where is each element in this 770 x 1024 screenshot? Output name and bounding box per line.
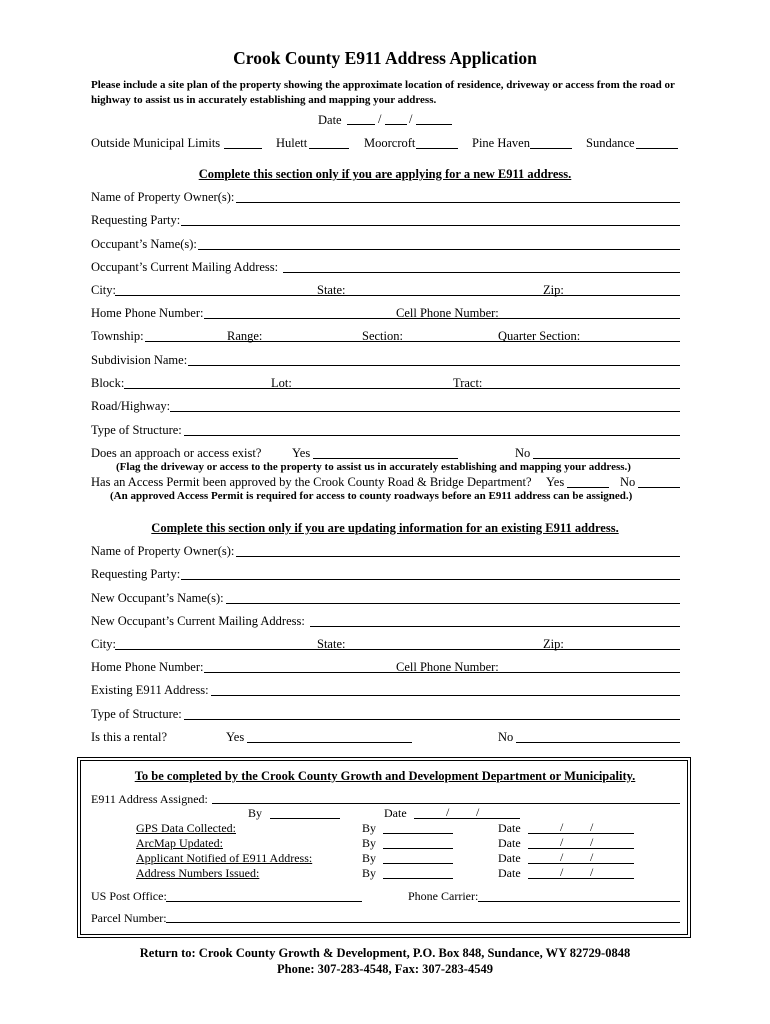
office-assigned-label: E911 Address Assigned: (91, 792, 208, 806)
new-city-state-zip-field[interactable] (115, 295, 680, 296)
new-cell-phone-label: Cell Phone Number: (396, 306, 499, 320)
upd-rental-yes-label: Yes (226, 730, 245, 744)
upd-owner-field[interactable] (236, 556, 680, 557)
new-occupant-field[interactable] (198, 249, 680, 250)
new-tract-label: Tract: (453, 376, 483, 390)
upd-state-label: State: (317, 637, 346, 651)
task-arcmap-label: ArcMap Updated: (136, 836, 223, 850)
new-quarter-label: Quarter Section: (498, 329, 581, 343)
new-block-field[interactable] (124, 388, 680, 389)
date-slash: / (560, 850, 564, 864)
new-range-label: Range: (227, 329, 263, 343)
office-postoffice-label: US Post Office: (91, 889, 167, 903)
upd-city-state-zip-field[interactable] (115, 649, 680, 650)
upd-mailing-label: New Occupant’s Current Mailing Address: (91, 614, 305, 628)
date-slash: / (590, 850, 594, 864)
new-home-phone-label: Home Phone Number: (91, 306, 204, 320)
new-block-label: Block: (91, 376, 125, 390)
office-carrier-label: Phone Carrier: (408, 889, 479, 903)
upd-home-phone-label: Home Phone Number: (91, 660, 204, 674)
new-section-label: Section: (362, 329, 403, 343)
new-structure-label: Type of Structure: (91, 423, 182, 437)
new-township-field[interactable] (145, 341, 680, 342)
permit-no-label: No (620, 475, 636, 489)
permit-no-field[interactable] (638, 487, 680, 488)
task-notified-by-field[interactable] (383, 863, 453, 864)
date-slash: / (378, 112, 382, 126)
limit-sundance-field[interactable] (636, 148, 678, 149)
limit-moorcroft-label: Moorcroft (364, 136, 416, 150)
date-day-field[interactable] (385, 124, 407, 125)
new-road-label: Road/Highway: (91, 399, 171, 413)
new-approach-yes-label: Yes (292, 446, 311, 460)
date-year-field[interactable] (416, 124, 452, 125)
date-month-field[interactable] (347, 124, 375, 125)
permit-note: (An approved Access Permit is required for access to county roadways before an E911 address can be assigned.) (110, 490, 633, 502)
upd-owner-label: Name of Property Owner(s): (91, 544, 235, 558)
new-approach-no-field[interactable] (533, 458, 680, 459)
new-owner-field[interactable] (236, 202, 680, 203)
task-notified-date-field[interactable] (528, 863, 634, 864)
task-numbers-date-label: Date (498, 866, 521, 880)
office-assigned-by-label: By (248, 806, 263, 820)
office-assigned-by-field[interactable] (270, 818, 340, 819)
new-subdivision-field[interactable] (188, 365, 680, 366)
new-lot-label: Lot: (271, 376, 292, 390)
date-slash: / (560, 835, 564, 849)
update-section-heading: Complete this section only if you are updating information for an existing E911 address. (151, 521, 619, 535)
date-slash: / (560, 865, 564, 879)
new-road-field[interactable] (170, 411, 680, 412)
limit-outside-field[interactable] (224, 148, 262, 149)
upd-occupant-label: New Occupant’s Name(s): (91, 591, 224, 605)
upd-existing-field[interactable] (211, 695, 680, 696)
new-mailing-label: Occupant’s Current Mailing Address: (91, 260, 279, 274)
task-numbers-by-field[interactable] (383, 878, 453, 879)
office-carrier-field[interactable] (478, 901, 680, 902)
new-city-label: City: (91, 283, 117, 297)
new-approach-label: Does an approach or access exist? (91, 446, 262, 460)
new-section-heading: Complete this section only if you are applying for a new E911 address. (198, 167, 572, 181)
limit-outside-label: Outside Municipal Limits (91, 136, 221, 150)
office-postoffice-field[interactable] (166, 901, 362, 902)
office-parcel-field[interactable] (166, 922, 680, 923)
task-gps-date-label: Date (498, 821, 521, 835)
permit-yes-label: Yes (546, 475, 565, 489)
new-state-label: State: (317, 283, 346, 297)
upd-rental-label: Is this a rental? (91, 730, 168, 744)
office-assigned-field[interactable] (212, 803, 680, 804)
upd-rental-no-label: No (498, 730, 514, 744)
task-gps-label: GPS Data Collected: (136, 821, 236, 835)
date-label: Date (318, 113, 342, 127)
new-township-label: Township: (91, 329, 144, 343)
office-heading: To be completed by the Crook County Growth and Development Department or Municipality. (134, 769, 636, 783)
task-numbers-by-label: By (362, 866, 377, 880)
upd-requesting-field[interactable] (181, 579, 680, 580)
date-slash: / (560, 820, 564, 834)
intro-text: Please include a site plan of the property showing the approximate location of residence, driveway or access from the road or highway to assist us in accurately establishing and mapping your address. (91, 79, 675, 106)
task-numbers-label: Address Numbers Issued: (136, 866, 260, 880)
upd-structure-field[interactable] (184, 719, 680, 720)
task-arcmap-by-label: By (362, 836, 377, 850)
limit-hulett-label: Hulett (276, 136, 308, 150)
limit-pinehaven-label: Pine Haven (472, 136, 530, 150)
upd-zip-label: Zip: (543, 637, 564, 651)
date-slash: / (409, 112, 413, 126)
limit-moorcroft-field[interactable] (416, 148, 458, 149)
office-assigned-date-field[interactable] (414, 818, 520, 819)
task-notified-label: Applicant Notified of E911 Address: (136, 851, 313, 865)
limit-hulett-field[interactable] (309, 148, 349, 149)
office-assigned-date-label: Date (384, 806, 407, 820)
permit-label: Has an Access Permit been approved by the Crook County Road & Bridge Department? (91, 475, 532, 489)
upd-rental-no-field[interactable] (516, 742, 680, 743)
upd-mailing-field[interactable] (310, 626, 680, 627)
task-notified-by-label: By (362, 851, 377, 865)
task-gps-by-label: By (362, 821, 377, 835)
task-numbers-date-field[interactable] (528, 878, 634, 879)
new-owner-label: Name of Property Owner(s): (91, 190, 235, 204)
date-slash: / (590, 865, 594, 879)
upd-occupant-field[interactable] (226, 603, 680, 604)
upd-requesting-label: Requesting Party: (91, 567, 181, 581)
date-slash: / (590, 835, 594, 849)
flag-note: (Flag the driveway or access to the property to assist us in accurately establishing and mapping your address.) (116, 461, 631, 473)
permit-yes-field[interactable] (567, 487, 609, 488)
page-title: Crook County E911 Address Application (233, 48, 537, 68)
upd-cell-phone-label: Cell Phone Number: (396, 660, 499, 674)
task-notified-date-label: Date (498, 851, 521, 865)
new-requesting-field[interactable] (181, 225, 680, 226)
upd-existing-label: Existing E911 Address: (91, 683, 209, 697)
new-zip-label: Zip: (543, 283, 564, 297)
task-arcmap-date-label: Date (498, 836, 521, 850)
task-arcmap-date-field[interactable] (528, 848, 634, 849)
upd-city-label: City: (91, 637, 117, 651)
task-gps-by-field[interactable] (383, 833, 453, 834)
office-parcel-label: Parcel Number: (91, 911, 167, 925)
date-slash: / (446, 805, 450, 819)
new-approach-no-label: No (515, 446, 531, 460)
new-structure-field[interactable] (184, 435, 680, 436)
date-slash: / (590, 820, 594, 834)
upd-phone-field[interactable] (204, 672, 680, 673)
new-mailing-field[interactable] (283, 272, 680, 273)
new-approach-yes-field[interactable] (313, 458, 458, 459)
upd-rental-yes-field[interactable] (247, 742, 412, 743)
task-arcmap-by-field[interactable] (383, 848, 453, 849)
limit-pinehaven-field[interactable] (530, 148, 572, 149)
upd-structure-label: Type of Structure: (91, 707, 182, 721)
footer-return-address: Return to: Crook County Growth & Development, P.O. Box 848, Sundance, WY 82729-0848 (139, 946, 631, 960)
footer-phone: Phone: 307-283-4548, Fax: 307-283-4549 (277, 962, 493, 976)
new-phone-field[interactable] (204, 318, 680, 319)
new-occupant-label: Occupant’s Name(s): (91, 237, 197, 251)
new-requesting-label: Requesting Party: (91, 213, 181, 227)
date-slash: / (476, 805, 480, 819)
limit-sundance-label: Sundance (586, 136, 635, 150)
task-gps-date-field[interactable] (528, 833, 634, 834)
new-subdivision-label: Subdivision Name: (91, 353, 188, 367)
